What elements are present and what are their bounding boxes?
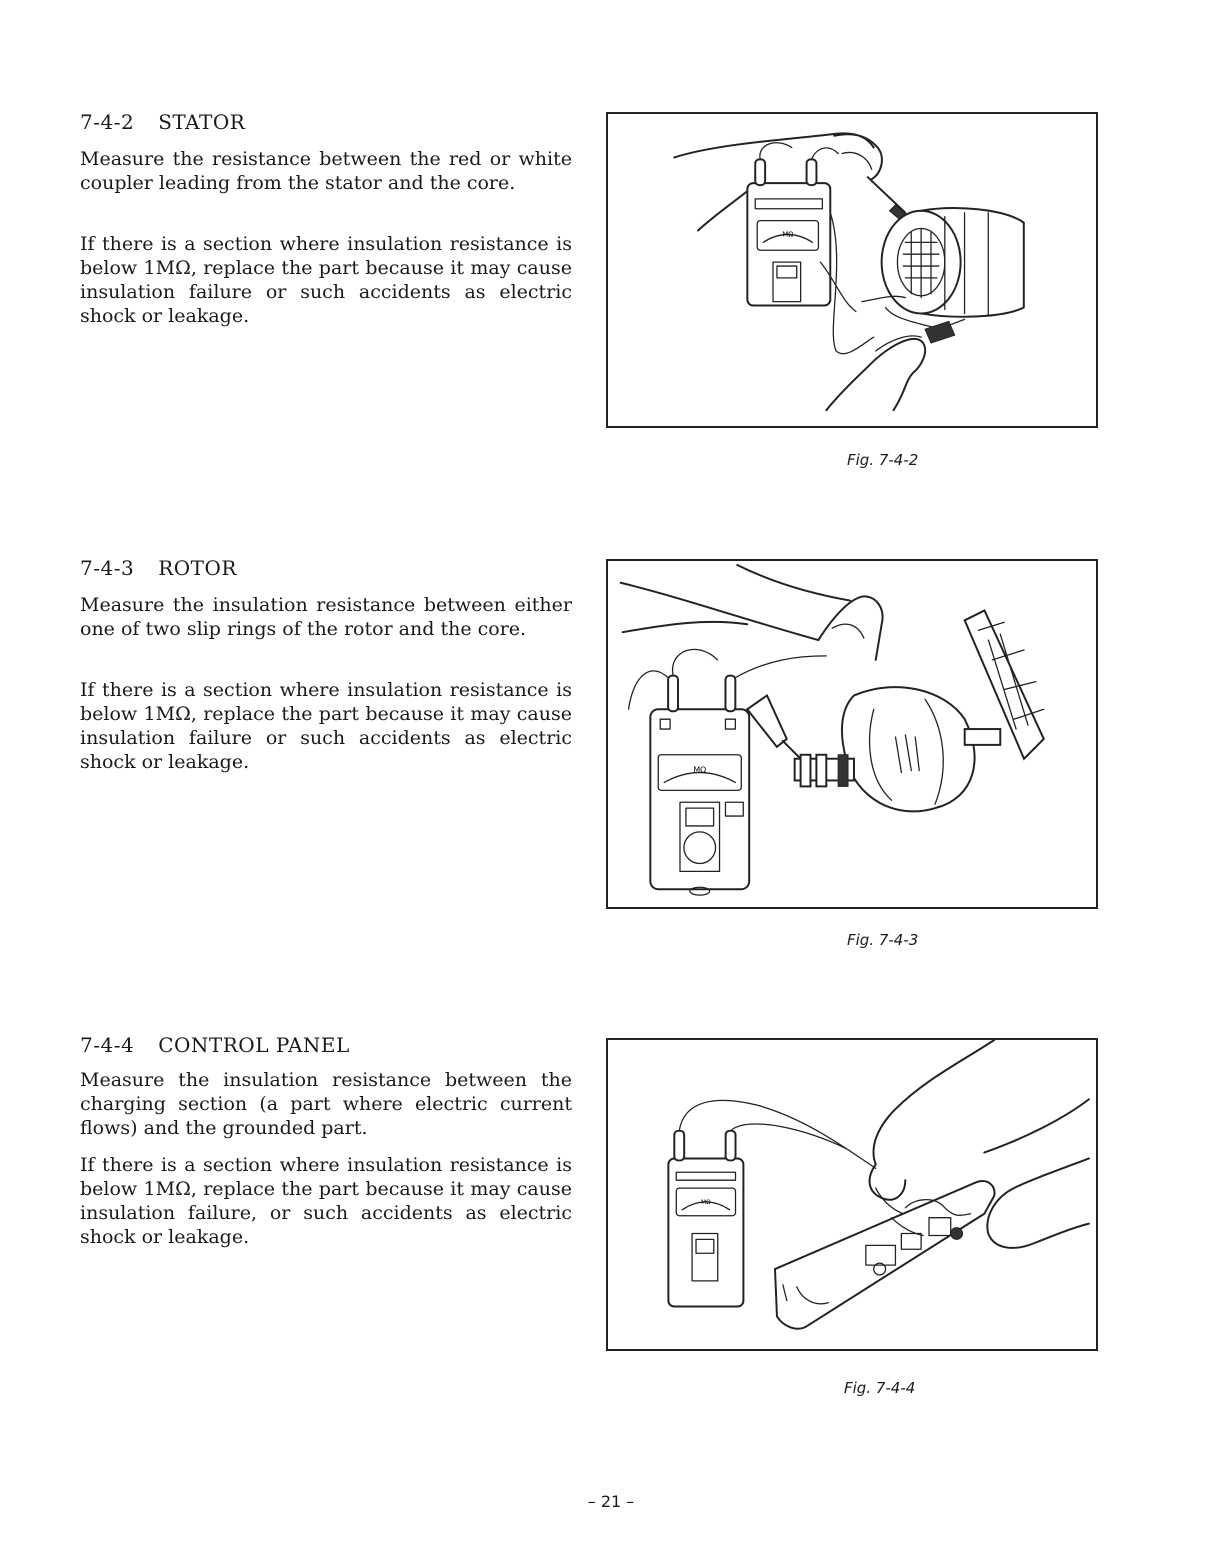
section-title: ROTOR [158, 556, 237, 580]
paragraph: Measure the resistance between the red or white coupler leading from the stator and the core. [80, 148, 572, 194]
section-number: 7-4-3 [80, 556, 135, 580]
section-title: CONTROL PANEL [158, 1033, 350, 1057]
figure-caption: Fig. 7-4-3 [847, 931, 919, 949]
page-number: – 21 – [587, 1492, 635, 1511]
section-number: 7-4-2 [80, 110, 135, 134]
figure-rotor [606, 559, 1098, 909]
meter-scale-label: MΩ [701, 1199, 711, 1206]
meter-scale-label: MΩ [693, 765, 707, 775]
section-number: 7-4-4 [80, 1033, 135, 1057]
paragraph: If there is a section where insulation resistance is below 1MΩ, replace the part because it may cause insulation failure, or such accidents as electric shock or leakage. [80, 1154, 572, 1248]
figure-stator [606, 112, 1098, 428]
figure-caption: Fig. 7-4-2 [847, 451, 919, 469]
meter-scale-label: MΩ [782, 230, 794, 239]
stator-illustration [608, 114, 1096, 426]
rotor-illustration [608, 561, 1096, 907]
paragraph: Measure the insulation resistance between either one of two slip rings of the rotor and the core. [80, 594, 572, 640]
paragraph: Measure the insulation resistance between the charging section (a part where electric current flows) and the grounded part. [80, 1069, 572, 1139]
paragraph: If there is a section where insulation resistance is below 1MΩ, replace the part because it may cause insulation failure or such accidents as electric shock or leakage. [80, 233, 572, 327]
control-panel-illustration [608, 1040, 1096, 1349]
section-title: STATOR [158, 110, 246, 134]
section-heading-stator [80, 110, 245, 134]
paragraph: If there is a section where insulation resistance is below 1MΩ, replace the part because it may cause insulation failure or such accidents as electric shock or leakage. [80, 679, 572, 773]
section-heading-rotor [80, 556, 237, 580]
figure-caption: Fig. 7-4-4 [844, 1379, 916, 1397]
figure-control-panel [606, 1038, 1098, 1351]
section-heading-control-panel [80, 1033, 350, 1057]
